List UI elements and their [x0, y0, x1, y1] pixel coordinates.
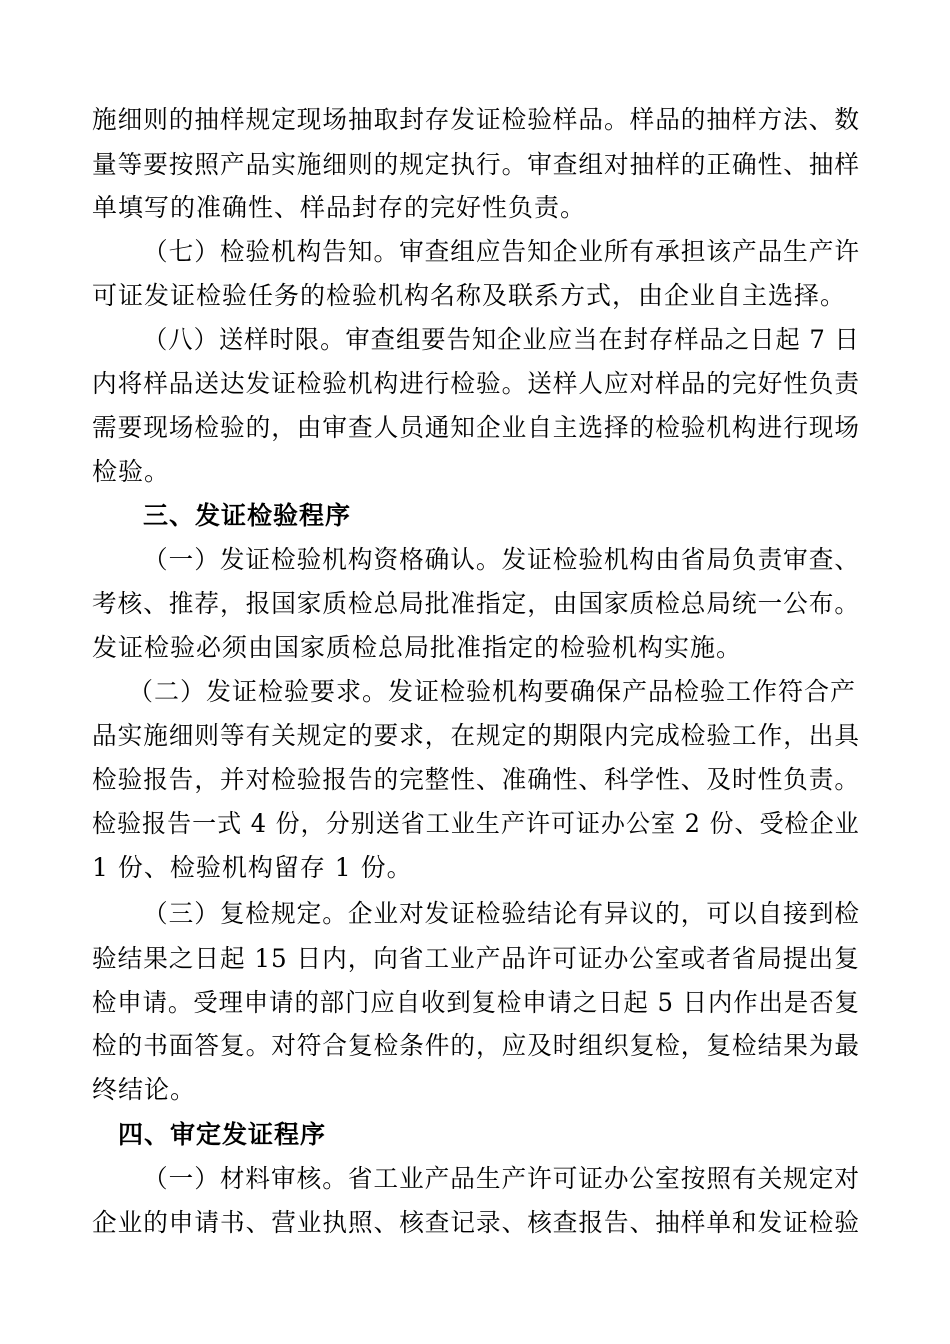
- body-text-line: 终结论。: [92, 1075, 197, 1104]
- body-text-line: （一）发证检验机构资格确认。发证检验机构由省局负责审查、: [143, 545, 861, 574]
- body-text-line: 单填写的准确性、样品封存的完好性负责。: [92, 193, 587, 222]
- body-text-line: 检验报告，并对检验报告的完整性、准确性、科学性、及时性负责。: [92, 765, 861, 794]
- body-text-line: （一）材料审核。省工业产品生产许可证办公室按照有关规定对: [143, 1164, 861, 1193]
- body-text-line: 1 份、检验机构留存 1 份。: [92, 853, 413, 882]
- body-text-line: 内将样品送达发证检验机构进行检验。送样人应对样品的完好性负责: [92, 369, 861, 398]
- body-text-line: 检验。: [92, 457, 171, 486]
- body-text-line: （八）送样时限。审查组要告知企业应当在封存样品之日起 7 日: [143, 325, 860, 354]
- body-text-line: 可证发证检验任务的检验机构名称及联系方式，由企业自主选择。: [92, 281, 847, 310]
- body-text-line: 施细则的抽样规定现场抽取封存发证检验样品。样品的抽样方法、数: [92, 105, 861, 134]
- section-heading: 四、审定发证程序: [118, 1120, 327, 1149]
- body-text-line: 检申请。受理申请的部门应自收到复检申请之日起 5 日内作出是否复: [92, 988, 860, 1017]
- body-text-line: （二）发证检验要求。发证检验机构要确保产品检验工作符合产: [128, 677, 857, 706]
- body-text-line: 品实施细则等有关规定的要求，在规定的期限内完成检验工作，出具: [92, 721, 861, 750]
- body-text-line: 检验报告一式 4 份，分别送省工业生产许可证办公室 2 份、受检企业: [92, 809, 860, 838]
- body-text-line: （七）检验机构告知。审查组应告知企业所有承担该产品生产许: [143, 237, 861, 266]
- section-heading: 三、发证检验程序: [143, 501, 352, 530]
- body-text-line: 量等要按照产品实施细则的规定执行。审查组对抽样的正确性、抽样: [92, 150, 861, 179]
- body-text-line: 检的书面答复。对符合复检条件的，应及时组织复检，复检结果为最: [92, 1031, 861, 1060]
- body-text-line: 发证检验必须由国家质检总局批准指定的检验机构实施。: [92, 633, 743, 662]
- body-text-line: 考核、推荐，报国家质检总局批准指定，由国家质检总局统一公布。: [92, 589, 861, 618]
- body-text-line: 验结果之日起 15 日内，向省工业产品许可证办公室或者省局提出复: [92, 944, 860, 973]
- body-text-line: 需要现场检验的，由审查人员通知企业自主选择的检验机构进行现场: [92, 413, 861, 442]
- body-text-line: （三）复检规定。企业对发证检验结论有异议的，可以自接到检: [143, 899, 861, 928]
- body-text-line: 企业的申请书、营业执照、核查记录、核查报告、抽样单和发证检验: [92, 1208, 861, 1237]
